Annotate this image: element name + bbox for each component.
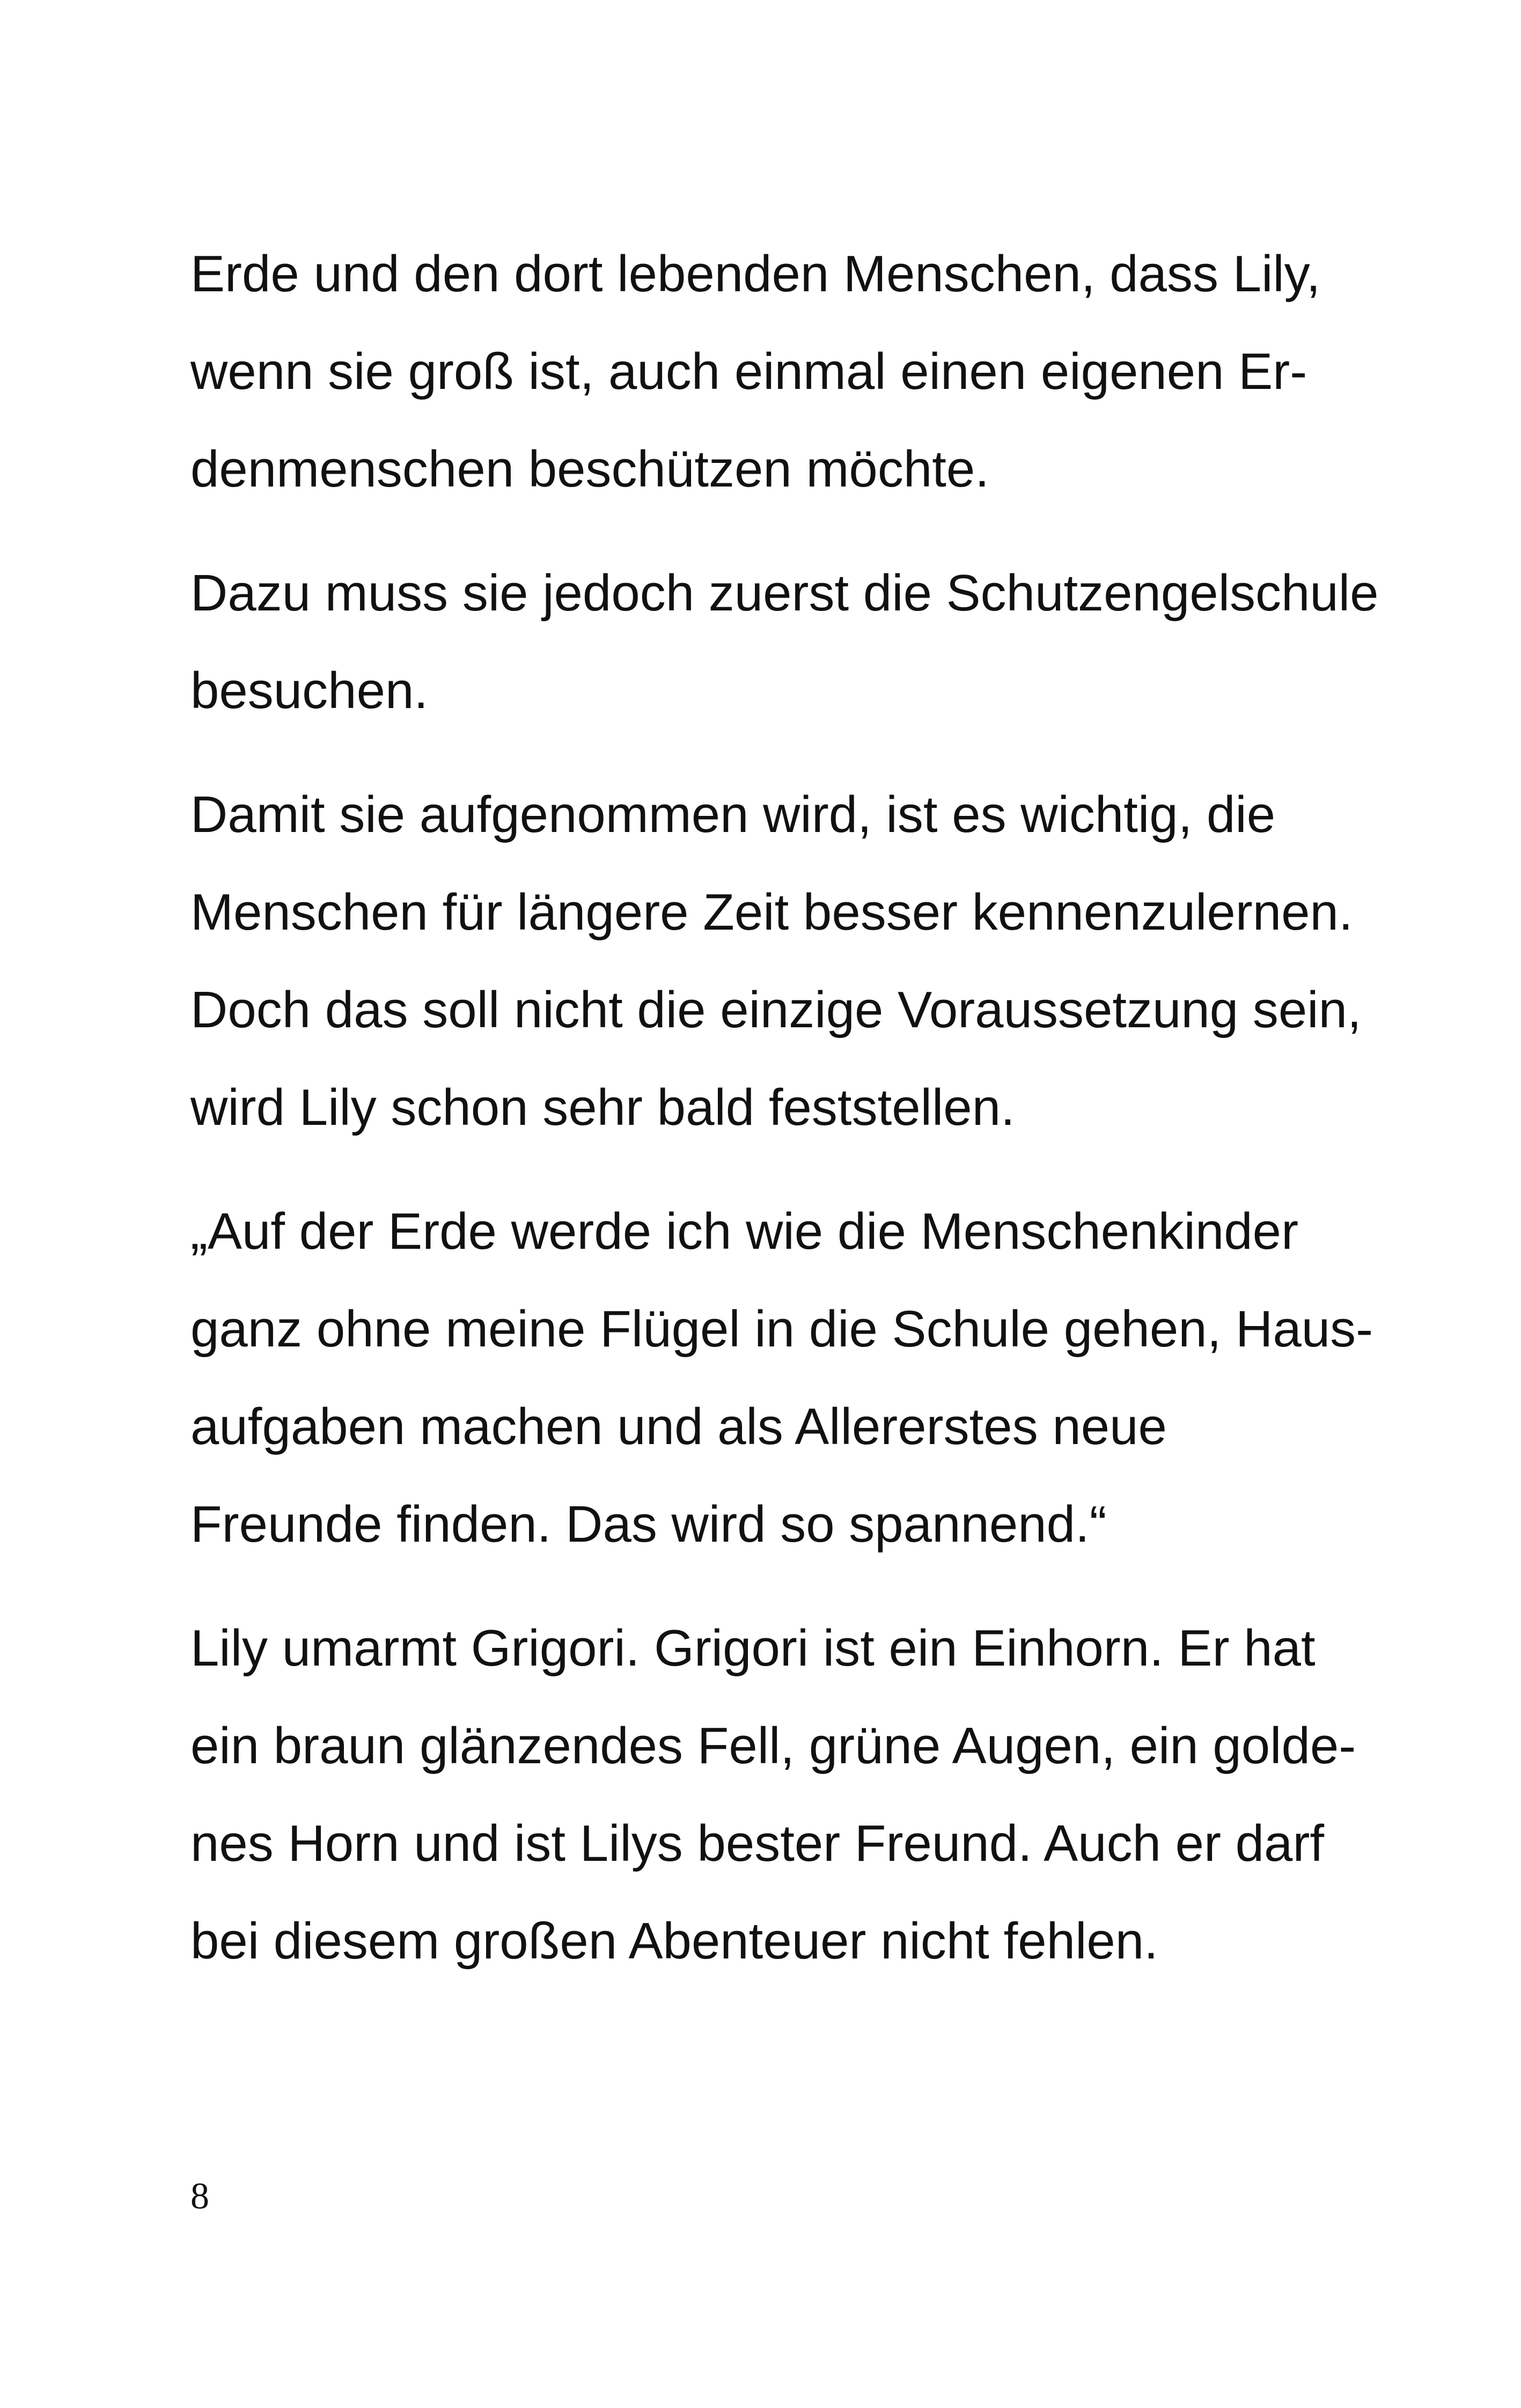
text-line: wird Lily schon sehr bald feststellen.	[190, 1079, 1015, 1136]
text-line: Doch das soll nicht die einzige Voraussetzung sein,	[190, 981, 1362, 1039]
body-text	[190, 225, 1379, 2016]
text-line: bei diesem großen Abenteuer nicht fehlen.	[190, 1912, 1158, 1970]
text-line: denmenschen beschützen möchte.	[190, 440, 989, 498]
paragraph-3	[190, 766, 1362, 1157]
text-line: Erde und den dort lebenden Menschen, dass Lily,	[190, 245, 1321, 303]
text-line: besuchen.	[190, 662, 429, 719]
text-line: Lily umarmt Grigori. Grigori ist ein Einhorn. Er hat	[190, 1619, 1316, 1677]
paragraph-1	[190, 225, 1344, 518]
text-line: aufgaben machen und als Allererstes neue	[190, 1398, 1167, 1455]
text-line: Freunde finden. Das wird so spannend.“	[190, 1496, 1107, 1553]
page-number: 8	[190, 2176, 209, 2217]
text-line: ein braun glänzendes Fell, grüne Augen, ein golde-	[190, 1717, 1356, 1774]
text-line: Dazu muss sie jedoch zuerst die Schutzengelschule	[190, 564, 1379, 622]
paragraph-5	[190, 1600, 1356, 1990]
text-line: „Auf der Erde werde ich wie die Menschenkinder	[190, 1203, 1299, 1260]
text-line: Damit sie aufgenommen wird, ist es wichtig, die	[190, 786, 1276, 843]
text-line: ganz ohne meine Flügel in die Schule gehen, Haus-	[190, 1300, 1373, 1358]
text-line: wenn sie groß ist, auch einmal einen eigenen Er-	[190, 343, 1307, 400]
text-line: nes Horn und ist Lilys bester Freund. Auch er darf	[190, 1815, 1325, 1872]
text-line: Menschen für längere Zeit besser kennenzulernen.	[190, 883, 1353, 941]
paragraph-4	[190, 1183, 1373, 1573]
paragraph-2	[190, 544, 1379, 740]
